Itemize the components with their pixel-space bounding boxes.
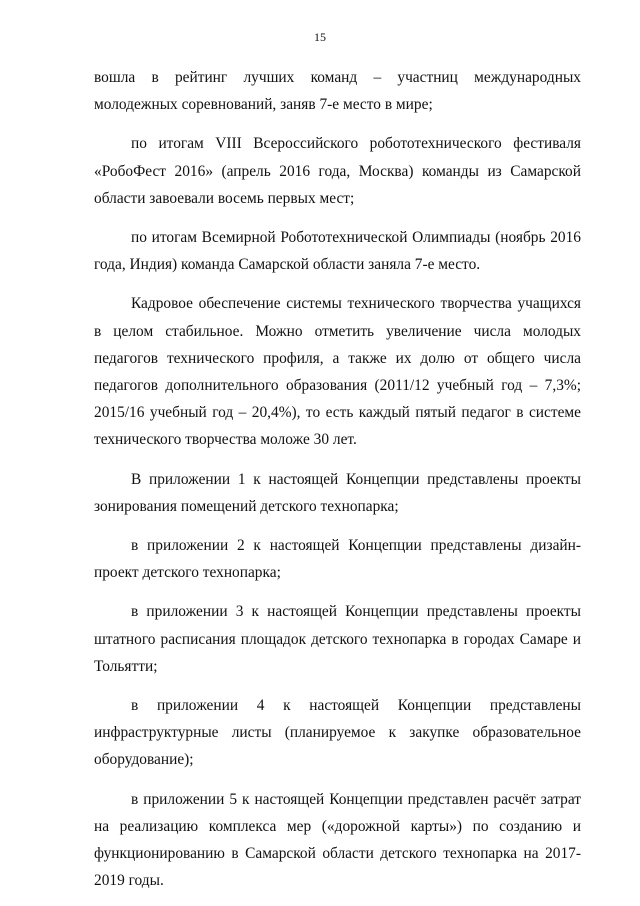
paragraph-world-olympiad: по итогам Всемирной Робототехнической Олимпиады (ноябрь 2016 года, Индия) команда Самарской области заняла 7-е место. bbox=[94, 229, 581, 274]
paragraph-appendix-3: в приложении 3 к настоящей Концепции представлены проекты штатного расписания площадок детского технопарка в городах Самаре и Тольятти; bbox=[94, 603, 581, 675]
paragraph-appendix-5: в приложении 5 к настоящей Концепции представлен расчёт затрат на реализацию комплекса мер («дорожной карты») по созданию и функционированию в Самарской области детского технопарка на 2017-2019 годы. bbox=[94, 790, 581, 890]
paragraph-appendix-2: в приложении 2 к настоящей Концепции представлены дизайн-проект детского технопарка; bbox=[94, 537, 581, 582]
body-text bbox=[94, 64, 581, 906]
paragraph-appendix-4: в приложении 4 к настоящей Концепции представлены инфраструктурные листы (планируемое к закупке образовательное оборудование); bbox=[94, 697, 581, 769]
paragraph-rating-continuation: вошла в рейтинг лучших команд – участниц международных молодежных соревнований, заняв 7-е место в мире; bbox=[94, 69, 581, 114]
page-number: 15 bbox=[314, 30, 326, 44]
paragraph-staffing: Кадровое обеспечение системы технического творчества учащихся в целом стабильное. Можно отметить увеличение числа молодых педагогов технического профиля, а также их долю от общего числа педагогов дополнительного образования (2011/12 учебный год – 7,3%; 2015/16 учебный год – 20,4%), то есть каждый пятый педагог в системе технического творчества моложе 30 лет. bbox=[94, 295, 581, 449]
paragraph-robofest: по итогам VIII Всероссийского робототехнического фестиваля «РобоФест 2016» (апрель 2016 года, Москва) команды из Самарской области завоевали восемь первых мест; bbox=[94, 135, 581, 207]
paragraph-appendix-1: В приложении 1 к настоящей Концепции представлены проекты зонирования помещений детского технопарка; bbox=[94, 470, 581, 515]
